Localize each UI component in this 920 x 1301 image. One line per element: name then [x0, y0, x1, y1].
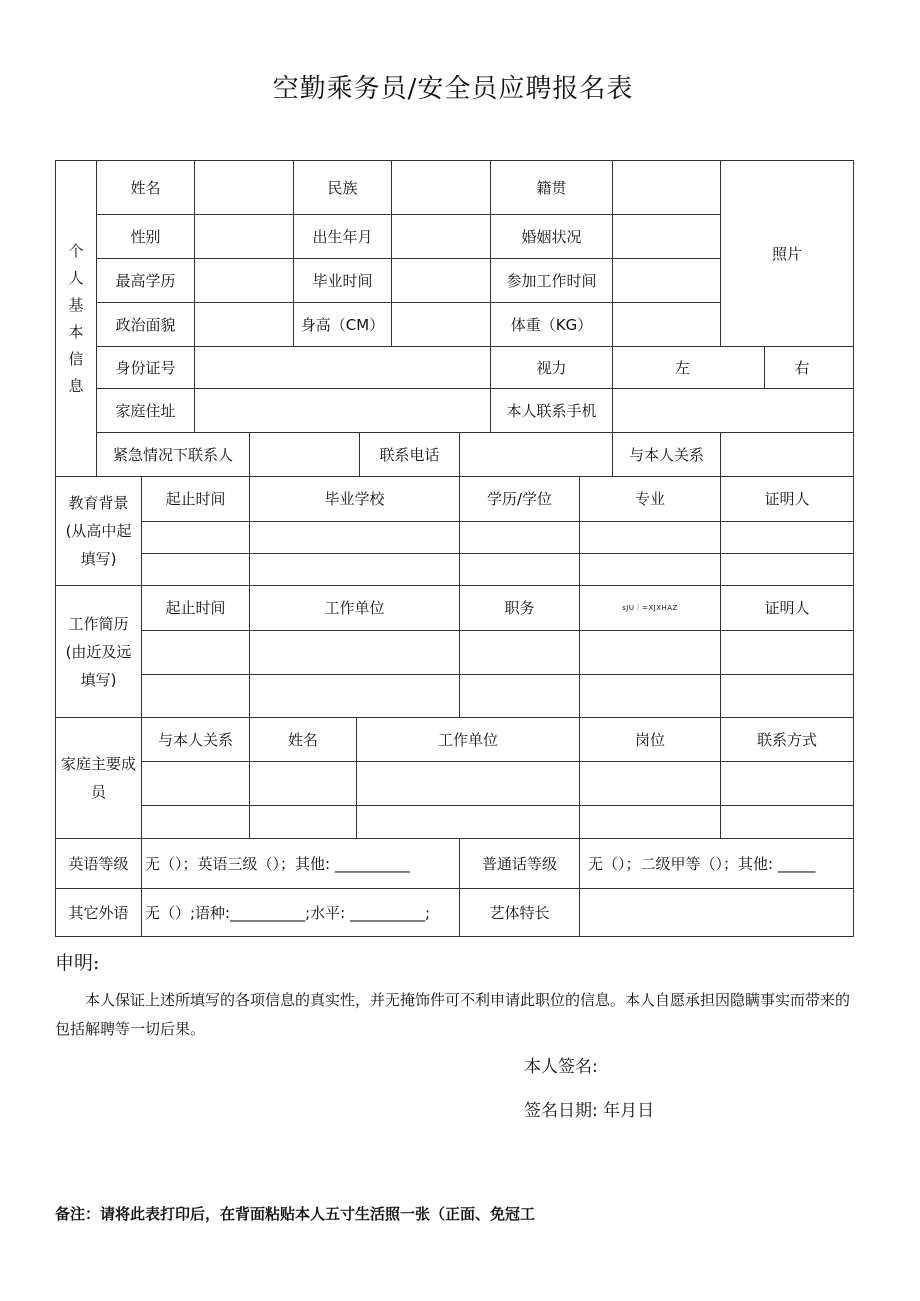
edu-cell[interactable]: [460, 522, 580, 554]
section-work: [56, 586, 142, 718]
input-marital[interactable]: [613, 215, 721, 259]
input-native-place[interactable]: [613, 161, 721, 215]
label-address: 家庭住址: [97, 389, 195, 433]
input-vision-right[interactable]: 右: [751, 347, 854, 389]
work-cell[interactable]: [460, 631, 580, 675]
section-family: [56, 718, 142, 839]
edu-cell[interactable]: [580, 554, 721, 586]
edu-cell[interactable]: [142, 522, 250, 554]
family-cell[interactable]: [721, 806, 854, 839]
application-form-table: [55, 160, 854, 937]
input-gender[interactable]: [195, 215, 294, 259]
input-emergency-contact[interactable]: [250, 433, 360, 477]
edu-header-witness: 证明人: [721, 477, 854, 522]
edu-cell[interactable]: [721, 522, 854, 554]
family-cell[interactable]: [580, 806, 721, 839]
section-work-line: 工作简历: [68, 614, 129, 633]
label-phone: 联系电话: [360, 433, 460, 477]
work-cell[interactable]: [721, 631, 854, 675]
section-education: [56, 477, 142, 586]
label-height: 身高（CM）: [294, 303, 392, 347]
input-relation[interactable]: [721, 433, 854, 477]
work-header-position: 职务: [460, 586, 580, 631]
photo-box[interactable]: 照片: [721, 161, 854, 347]
label-arts-specialty: 艺体特长: [460, 889, 580, 937]
section-education-line: 填写): [80, 550, 117, 568]
label-name: 姓名: [97, 161, 195, 215]
family-cell[interactable]: [357, 806, 580, 839]
section-education-line: 教育背景: [68, 494, 129, 512]
label-mandarin-level: 普通话等级: [460, 839, 580, 889]
input-name[interactable]: [195, 161, 294, 215]
input-phone[interactable]: [460, 433, 613, 477]
section-family-line: 员: [90, 783, 106, 801]
edu-cell[interactable]: [721, 554, 854, 586]
section-work-line: (由近及远: [65, 642, 132, 661]
input-id-number[interactable]: [195, 347, 491, 389]
input-ethnicity[interactable]: [392, 161, 491, 215]
label-english-level: 英语等级: [56, 839, 142, 889]
declaration-heading: 申明:: [55, 952, 100, 974]
page-title: 空勤乘务员/安全员应聘报名表: [272, 74, 634, 104]
label-education: 最高学历: [97, 259, 195, 303]
family-cell[interactable]: [357, 762, 580, 806]
section-personal-info: [56, 161, 97, 477]
work-header-employer: 工作单位: [250, 586, 460, 631]
work-cell[interactable]: [142, 675, 250, 718]
label-vision: 视力: [491, 347, 613, 389]
input-work-start[interactable]: [613, 259, 721, 303]
declaration-text: 本人保证上述所填写的各项信息的真实性，并无掩饰件可不利申请此职位的信息。本人自愿承担因隐瞒事实而带来的包括解聘等一切后果。: [55, 991, 851, 1038]
family-header-relation: 与本人关系: [142, 718, 250, 762]
label-weight: 体重（KG）: [491, 303, 613, 347]
label-native-place: 籍贯: [491, 161, 613, 215]
english-level-options[interactable]: 无（）；英语三级（）；其他: __________: [142, 839, 460, 889]
work-cell[interactable]: [580, 675, 721, 718]
footer-note: 备注：请将此表打印后，在背面粘贴本人五寸生活照一张（正面、免冠工: [55, 1205, 536, 1223]
label-work-start: 参加工作时间: [491, 259, 613, 303]
family-cell[interactable]: [250, 762, 357, 806]
label-id-number: 身份证号: [97, 347, 195, 389]
label-other-language: 其它外语: [56, 889, 142, 937]
edu-header-period: 起止时间: [142, 477, 250, 522]
input-political[interactable]: [195, 303, 294, 347]
label-mobile: 本人联系手机: [491, 389, 613, 433]
work-header-witness: 证明人: [721, 586, 854, 631]
input-education[interactable]: [195, 259, 294, 303]
family-cell[interactable]: [580, 762, 721, 806]
edu-cell[interactable]: [250, 554, 460, 586]
edu-header-degree: 学历/学位: [460, 477, 580, 522]
section-personal-info-label: 个人基本信息: [68, 241, 84, 395]
edu-header-major: 专业: [580, 477, 721, 522]
input-mobile[interactable]: [613, 389, 854, 433]
family-header-name: 姓名: [250, 718, 357, 762]
edu-cell[interactable]: [460, 554, 580, 586]
family-cell[interactable]: [142, 806, 250, 839]
input-birth[interactable]: [392, 215, 491, 259]
work-cell[interactable]: [142, 631, 250, 675]
work-header-garbled: sJU｜=XJXHAZ: [580, 586, 721, 631]
signature-date: 签名日期: 年月日: [524, 1101, 655, 1121]
section-education-line: (从高中起: [65, 522, 132, 540]
work-cell[interactable]: [250, 631, 460, 675]
input-weight[interactable]: [613, 303, 721, 347]
label-grad-time: 毕业时间: [294, 259, 392, 303]
input-arts-specialty[interactable]: [580, 889, 854, 937]
family-cell[interactable]: [721, 762, 854, 806]
label-emergency-contact: 紧急情况下联系人: [97, 433, 250, 477]
family-header-contact: 联系方式: [721, 718, 854, 762]
section-work-line: 填写): [80, 670, 117, 689]
work-cell[interactable]: [250, 675, 460, 718]
edu-cell[interactable]: [580, 522, 721, 554]
work-cell[interactable]: [460, 675, 580, 718]
input-vision-left[interactable]: 左: [613, 347, 765, 389]
edu-cell[interactable]: [142, 554, 250, 586]
input-height[interactable]: [392, 303, 491, 347]
label-ethnicity: 民族: [294, 161, 392, 215]
family-cell[interactable]: [250, 806, 357, 839]
edu-cell[interactable]: [250, 522, 460, 554]
label-birth: 出生年月: [294, 215, 392, 259]
family-cell[interactable]: [142, 762, 250, 806]
input-grad-time[interactable]: [392, 259, 491, 303]
work-cell[interactable]: [580, 631, 721, 675]
input-address[interactable]: [195, 389, 491, 433]
work-header-period: 起止时间: [142, 586, 250, 631]
family-header-employer: 工作单位: [357, 718, 580, 762]
mandarin-level-options[interactable]: 无（）；二级甲等（）；其他: _____: [580, 839, 854, 889]
other-language-options[interactable]: 无（）;语种:__________;水平: __________;: [142, 889, 460, 937]
family-header-post: 岗位: [580, 718, 721, 762]
section-family-line: 家庭主要成: [60, 755, 136, 773]
edu-header-school: 毕业学校: [250, 477, 460, 522]
work-cell[interactable]: [721, 675, 854, 718]
label-political: 政治面貌: [97, 303, 195, 347]
label-relation: 与本人关系: [613, 433, 721, 477]
label-gender: 性别: [97, 215, 195, 259]
signature-line: 本人签名:: [524, 1057, 598, 1077]
label-marital: 婚姻状况: [491, 215, 613, 259]
